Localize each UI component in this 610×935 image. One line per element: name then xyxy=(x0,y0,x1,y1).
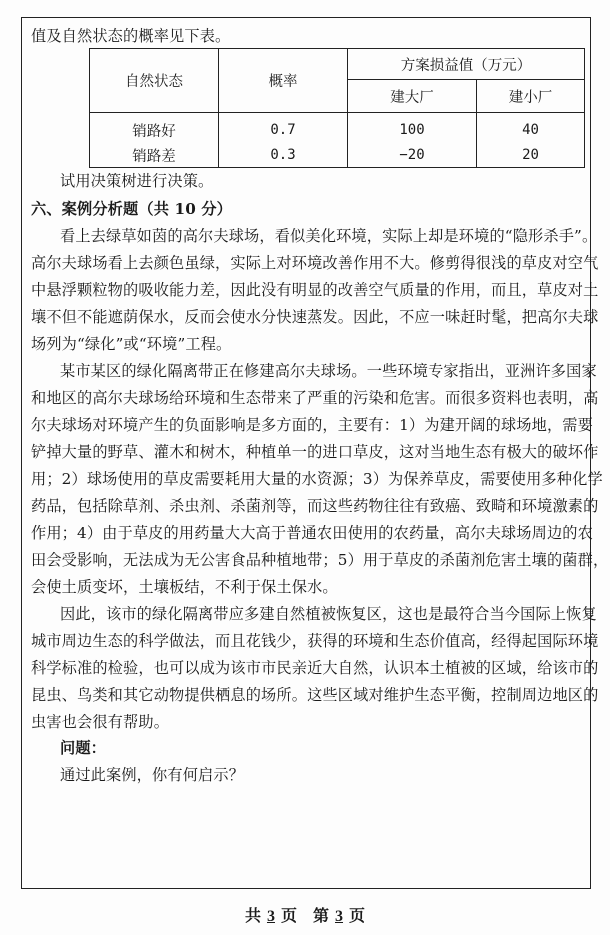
paragraph-line: 高尔夫球场看上去颜色虽绿，实际上对环境改善作用不大。修剪得很浅的草皮对空气 xyxy=(31,254,599,272)
page-footer xyxy=(0,903,610,926)
cell-state: 销路差 xyxy=(90,143,219,168)
cell-large: 100 xyxy=(348,113,477,144)
question-text: 通过此案例，你有何启示？ xyxy=(60,766,245,784)
footer-total-prefix: 共 xyxy=(244,906,261,925)
paragraph-line: 壤不但不能遮荫保水，反而会使水分快速蒸发。因此，不应一味赶时髦，把高尔夫球 xyxy=(31,308,599,326)
footer-current-page: 3 xyxy=(335,908,344,925)
payoff-table xyxy=(89,48,585,168)
header-option-small: 建小厂 xyxy=(477,80,585,113)
table-row xyxy=(90,143,585,168)
exam-content-frame xyxy=(21,17,609,889)
header-probability: 概率 xyxy=(219,49,348,113)
cell-state: 销路好 xyxy=(90,113,219,144)
paragraph-line: 中悬浮颗粒物的吸收能力差，因此没有明显的改善空气质量的作用，而且，草皮对土 xyxy=(31,281,599,299)
cell-small: 40 xyxy=(477,113,585,144)
cell-large: −20 xyxy=(348,143,477,168)
paragraph-line: 和地区的高尔夫球场给环境和生态带来了严重的污染和危害。而很多资料也表明，高 xyxy=(31,389,599,407)
footer-current-suffix: 页 xyxy=(349,906,366,925)
paragraph-line: 场列为“绿化”或“环境”工程。 xyxy=(31,335,232,353)
table-header-row xyxy=(90,49,585,80)
footer-current-prefix: 第 xyxy=(313,906,330,925)
paragraph-line: 铲掉大量的野草、灌木和树木，种植单一的进口草皮，这对当地生态有极大的破坏作 xyxy=(31,443,599,461)
paragraph-line: 看上去绿草如茵的高尔夫球场，看似美化环境，实际上却是环境的“隐形杀手”。 xyxy=(60,227,598,245)
cell-probability: 0.3 xyxy=(219,143,348,168)
intro-line: 值及自然状态的概率见下表。 xyxy=(31,27,231,45)
paragraph-line: 药品，包括除草剂、杀虫剂、杀菌剂等，而这些药物往往有致癌、致畸和环境激素的 xyxy=(31,497,599,515)
section-title: 六、案例分析题（共 10 分） xyxy=(31,200,233,218)
question-label: 问题： xyxy=(60,739,107,757)
paragraph-line: 用；2）球场使用的草皮需要耗用大量的水资源；3）为保养草皮，需要使用多种化学 xyxy=(31,470,603,488)
header-option-large: 建大厂 xyxy=(348,80,477,113)
footer-total-suffix: 页 xyxy=(280,906,297,925)
cell-small: 20 xyxy=(477,143,585,168)
paragraph-line: 某市某区的绿化隔离带正在修建高尔夫球场。一些环境专家指出，亚洲许多国家 xyxy=(60,362,597,380)
paragraph-line: 昆虫、鸟类和其它动物提供栖息的场所。这些区域对维护生态平衡，控制周边地区的 xyxy=(31,686,599,704)
paragraph-line: 虫害也会很有帮助。 xyxy=(31,713,170,731)
table-row xyxy=(90,113,585,144)
cell-probability: 0.7 xyxy=(219,113,348,144)
paragraph-line: 科学标准的检验，也可以成为该市市民亲近大自然，认识本土植被的区域，给该市的 xyxy=(31,659,599,677)
paragraph-line: 会使土质变坏，土壤板结，不利于保土保水。 xyxy=(31,578,338,596)
paragraph-line: 作用；4）由于草皮的用药量大大高于普通农田使用的农药量，高尔夫球场周边的农 xyxy=(31,524,593,542)
header-payoff-group: 方案损益值（万元） xyxy=(348,49,585,80)
paragraph-line: 因此，该市的绿化隔离带应多建自然植被恢复区，这也是最符合当今国际上恢复 xyxy=(60,605,597,623)
footer-total-pages: 3 xyxy=(266,908,275,925)
paragraph-line: 尔夫球场对环境产生的负面影响是多方面的，主要有：1）为建开阔的球场地，需要 xyxy=(31,416,593,434)
header-state: 自然状态 xyxy=(90,49,219,113)
instruction-line: 试用决策树进行决策。 xyxy=(60,172,214,190)
paragraph-line: 城市周边生态的科学做法，而且花钱少，获得的环境和生态价值高，经得起国际环境 xyxy=(31,632,599,650)
paragraph-line: 田会受影响，无法成为无公害食品种植地带；5）用于草皮的杀菌剂危害土壤的菌群， xyxy=(31,551,609,569)
